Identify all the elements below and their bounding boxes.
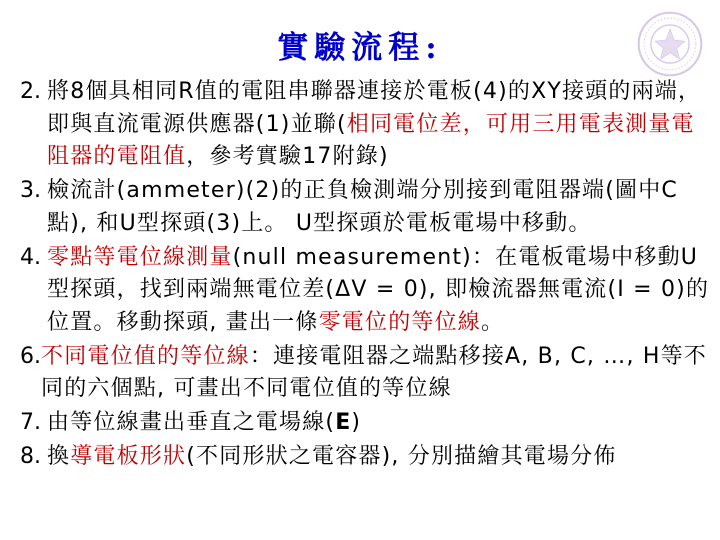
procedure-list: [20, 76, 710, 475]
item-text: [47, 76, 710, 174]
item-text: [47, 441, 710, 474]
text-segment: R: [178, 79, 195, 104]
highlighted-text: 導電板形狀: [70, 444, 187, 469]
item-text: [41, 341, 710, 406]
highlighted-text: 不同電位值的等位線: [41, 343, 250, 369]
list-item: [20, 242, 710, 340]
item-number: 8.: [20, 444, 41, 469]
list-item: [20, 175, 710, 240]
list-item: [20, 76, 710, 174]
text-segment: E: [335, 410, 352, 435]
text-segment: ：連接電阻器之端點移接A, B, C, …, H等不同的六個點, 可畫出不同電位值的等位線: [41, 343, 708, 401]
text-segment: 將8個具相同: [47, 79, 179, 104]
item-text: [47, 242, 710, 340]
text-segment: 檢流計(ammeter)(2)的正負檢測端分別接到電阻器端(圖中C點), 和U型探頭(3)上。 U型探頭於電板電場中移動。: [47, 178, 678, 236]
text-segment: 。: [481, 309, 505, 335]
item-number: 3.: [20, 178, 41, 203]
text-segment: 由等位線畫出垂直之電場線(: [47, 410, 336, 435]
list-item: [20, 407, 710, 440]
item-text: [47, 407, 710, 440]
list-item: [20, 441, 710, 474]
text-segment: ): [351, 410, 362, 435]
list-item: [20, 341, 710, 406]
item-number: 7.: [20, 410, 41, 435]
highlighted-text: 相同電位差，可用三用電表測量電阻器的電阻值: [47, 111, 695, 169]
text-segment: 換: [47, 444, 71, 469]
item-number: 2.: [20, 79, 41, 104]
text-segment: ，參考實驗17附錄): [186, 144, 389, 169]
page-title: 實驗流程:: [277, 30, 443, 66]
item-number: 6.: [20, 343, 41, 369]
item-number: 4.: [20, 244, 41, 270]
text-segment: (null measurement)：在電板電場中移動U型探頭，找到兩端無電位差(ΔV = 0), 即檢流器無電流(I = 0)的位置。移動探頭, 畫出一條: [47, 244, 710, 335]
highlighted-text: 零電位的等位線: [318, 309, 481, 335]
text-segment: (不同形狀之電容器), 分別描繪其電場分佈: [186, 444, 617, 469]
item-text: [47, 175, 710, 240]
university-seal-watermark-icon: [636, 10, 704, 78]
highlighted-text: 零點等電位線測量: [47, 244, 233, 270]
text-segment: 值的電阻串聯器連接於電板(4)的XY接頭的兩端，即與直流電源供應器(1)並聯(: [47, 79, 702, 137]
